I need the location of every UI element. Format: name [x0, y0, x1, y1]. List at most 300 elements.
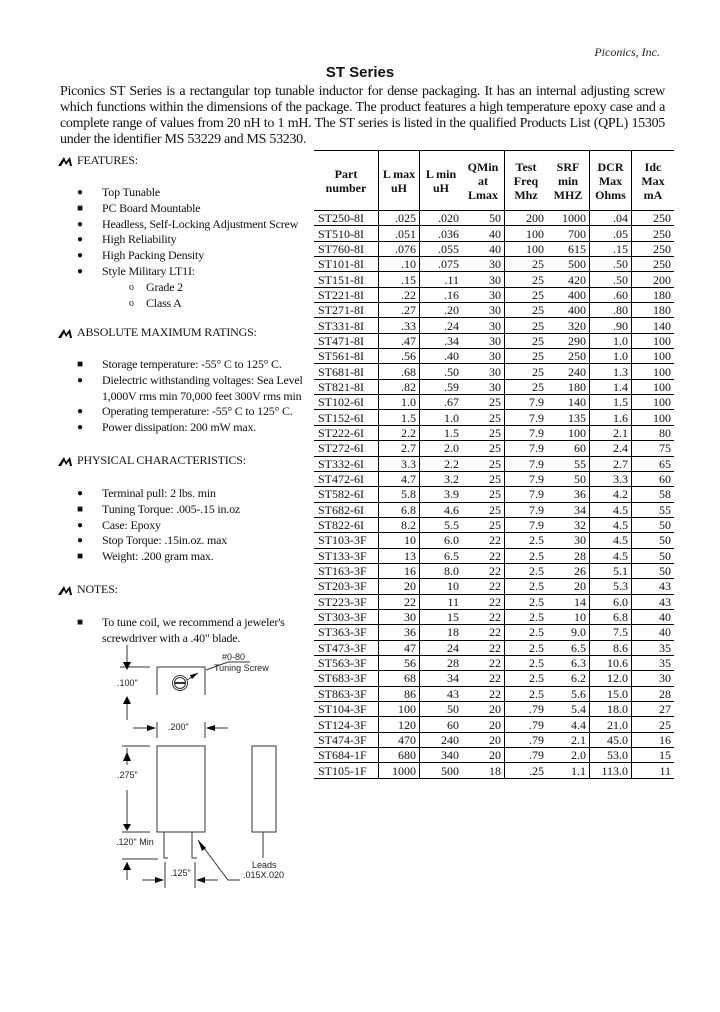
table-cell: 22 — [462, 563, 505, 578]
table-cell: 22 — [462, 671, 505, 686]
list-item: o Grade 2 — [129, 279, 183, 294]
table-cell: 140 — [632, 318, 675, 333]
table-header-row — [314, 151, 674, 211]
table-cell: 6.5 — [420, 548, 463, 563]
part-number-cell: ST133-3F — [314, 548, 379, 563]
part-number-cell: ST821-8I — [314, 379, 379, 394]
table-cell: .34 — [420, 333, 463, 348]
table-row — [314, 625, 674, 640]
table-cell: 25 — [462, 456, 505, 471]
table-cell: .59 — [420, 379, 463, 394]
table-cell: 40 — [632, 625, 675, 640]
table-cell: 1.5 — [590, 395, 632, 410]
table-cell: 60 — [420, 717, 463, 732]
table-cell: 4.5 — [590, 548, 632, 563]
table-cell: .68 — [379, 364, 420, 379]
table-cell: 1.0 — [590, 333, 632, 348]
list-item: ● High Reliability — [77, 232, 177, 247]
table-cell: .10 — [379, 257, 420, 272]
table-cell: 30 — [462, 287, 505, 302]
table-cell: 34 — [547, 502, 590, 517]
table-row — [314, 226, 674, 241]
table-cell: 28 — [632, 686, 675, 701]
table-cell: 1.5 — [420, 425, 463, 440]
table-cell: 50 — [632, 517, 675, 532]
table-cell: 1.6 — [590, 410, 632, 425]
list-item: ● Terminal pull: 2 lbs. min — [77, 486, 216, 500]
table-row — [314, 456, 674, 471]
table-cell: 50 — [420, 702, 463, 717]
col-l-max: L max uH — [379, 151, 420, 211]
table-cell: 100 — [632, 333, 675, 348]
table-cell: 3.2 — [420, 471, 463, 486]
table-cell: 20 — [462, 732, 505, 747]
table-cell: 100 — [632, 364, 675, 379]
table-cell: 36 — [547, 487, 590, 502]
table-cell: 25 — [505, 257, 548, 272]
table-cell: 100 — [632, 349, 675, 364]
notes-heading: NOTES: — [58, 582, 308, 597]
part-number-cell: ST272-6I — [314, 441, 379, 456]
table-cell: 30 — [462, 379, 505, 394]
table-cell: .79 — [505, 748, 548, 763]
table-cell: 25 — [505, 379, 548, 394]
table-cell: 7.5 — [590, 625, 632, 640]
leads-size-label: .015X.020 — [243, 870, 285, 880]
table-cell: 5.1 — [590, 563, 632, 578]
table-cell: .79 — [505, 732, 548, 747]
table-row — [314, 609, 674, 624]
table-cell: 30 — [462, 318, 505, 333]
table-cell: 2.1 — [547, 732, 590, 747]
table-row — [314, 364, 674, 379]
part-number-cell: ST681-8I — [314, 364, 379, 379]
table-cell: .33 — [379, 318, 420, 333]
table-cell: 10 — [379, 533, 420, 548]
table-cell: 6.8 — [590, 609, 632, 624]
table-cell: .16 — [420, 287, 463, 302]
table-cell: 2.7 — [590, 456, 632, 471]
table-cell: 50 — [547, 471, 590, 486]
table-cell: 34 — [420, 671, 463, 686]
physical-heading: PHYSICAL CHARACTERISTICS: — [58, 453, 308, 468]
list-item: ■ Weight: .200 gram max. — [77, 549, 214, 564]
table-cell: 140 — [547, 395, 590, 410]
table-cell: .04 — [590, 211, 632, 226]
table-cell: 80 — [632, 425, 675, 440]
part-number-cell: ST682-6I — [314, 502, 379, 517]
features-list — [58, 185, 308, 280]
table-row — [314, 395, 674, 410]
table-cell: 30 — [379, 609, 420, 624]
table-cell: 2.4 — [590, 441, 632, 456]
part-number-cell: ST303-3F — [314, 609, 379, 624]
table-cell: 55 — [547, 456, 590, 471]
table-cell: .50 — [590, 272, 632, 287]
part-number-cell: ST222-6I — [314, 425, 379, 440]
table-cell: 56 — [379, 655, 420, 670]
table-row — [314, 487, 674, 502]
table-cell: 16 — [379, 563, 420, 578]
table-cell: .036 — [420, 226, 463, 241]
list-item: ● Operating temperature: -55° C to 125° C. — [77, 404, 293, 419]
table-cell: 8.0 — [420, 563, 463, 578]
table-cell: .15 — [590, 241, 632, 256]
table-cell: 22 — [462, 655, 505, 670]
part-number-cell: ST683-3F — [314, 671, 379, 686]
table-cell: 5.8 — [379, 487, 420, 502]
table-cell: 5.3 — [590, 579, 632, 594]
features-heading: FEATURES: — [58, 153, 308, 168]
table-cell: 1.3 — [590, 364, 632, 379]
table-cell: 25 — [462, 410, 505, 425]
table-cell: 2.5 — [505, 579, 548, 594]
table-cell: 500 — [547, 257, 590, 272]
table-row — [314, 732, 674, 747]
table-row — [314, 763, 674, 778]
list-item: ■ Storage temperature: -55° C to 125° C. — [77, 357, 282, 371]
table-cell: 2.5 — [505, 625, 548, 640]
table-cell: 22 — [462, 579, 505, 594]
table-cell: .90 — [590, 318, 632, 333]
part-number-cell: ST163-3F — [314, 563, 379, 578]
table-cell: .67 — [420, 395, 463, 410]
table-cell: 400 — [547, 287, 590, 302]
table-cell: 4.5 — [590, 533, 632, 548]
table-cell: 30 — [462, 349, 505, 364]
table-cell: 2.0 — [420, 441, 463, 456]
table-cell: 4.5 — [590, 502, 632, 517]
table-cell: 15.0 — [590, 686, 632, 701]
table-cell: 20 — [462, 702, 505, 717]
table-row — [314, 333, 674, 348]
table-cell: 420 — [547, 272, 590, 287]
table-cell: 22 — [379, 594, 420, 609]
table-cell: 15 — [632, 748, 675, 763]
table-cell: 22 — [462, 594, 505, 609]
physical-section — [58, 453, 308, 565]
table-cell: 65 — [632, 456, 675, 471]
table-cell: 100 — [505, 241, 548, 256]
table-cell: 1.5 — [379, 410, 420, 425]
table-cell: 15 — [420, 609, 463, 624]
table-cell: 13 — [379, 548, 420, 563]
table-cell: 100 — [547, 425, 590, 440]
table-row — [314, 211, 674, 226]
table-cell: 7.9 — [505, 517, 548, 532]
table-cell: 240 — [420, 732, 463, 747]
table-row — [314, 702, 674, 717]
dim-lead-spacing-label: .125" — [170, 868, 191, 878]
table-cell: 3.9 — [420, 487, 463, 502]
part-number-cell: ST473-3F — [314, 640, 379, 655]
table-cell: 1000 — [379, 763, 420, 778]
arrow-icon — [58, 456, 76, 466]
table-cell: .27 — [379, 303, 420, 318]
table-cell: 16 — [632, 732, 675, 747]
list-item: ■ To tune coil, we recommend a jeweler's screwdriver with a .40" blade. — [77, 615, 285, 645]
table-cell: 40 — [632, 609, 675, 624]
table-cell: 113.0 — [590, 763, 632, 778]
page-title: ST Series — [325, 64, 395, 81]
part-number-cell: ST124-3F — [314, 717, 379, 732]
table-cell: 25 — [462, 395, 505, 410]
table-cell: 700 — [547, 226, 590, 241]
table-cell: 615 — [547, 241, 590, 256]
table-cell: 4.6 — [420, 502, 463, 517]
part-number-cell: ST105-1F — [314, 763, 379, 778]
notes-section — [58, 582, 308, 647]
company-name: Piconics, Inc. — [594, 45, 660, 59]
features-section — [58, 153, 308, 311]
tuning-screw-label: Tuning Screw — [214, 663, 269, 673]
table-cell: 68 — [379, 671, 420, 686]
part-number-cell: ST563-3F — [314, 655, 379, 670]
table-cell: 40 — [462, 241, 505, 256]
part-number-cell: ST221-8I — [314, 287, 379, 302]
table-cell: 2.1 — [590, 425, 632, 440]
table-cell: 250 — [632, 241, 675, 256]
table-cell: 43 — [632, 579, 675, 594]
part-number-cell: ST510-8I — [314, 226, 379, 241]
table-row — [314, 349, 674, 364]
table-cell: .82 — [379, 379, 420, 394]
table-row — [314, 379, 674, 394]
table-cell: 22 — [462, 625, 505, 640]
table-cell: 47 — [379, 640, 420, 655]
table-cell: 25 — [505, 272, 548, 287]
table-cell: 7.9 — [505, 487, 548, 502]
table-cell: 25 — [505, 349, 548, 364]
table-cell: 120 — [379, 717, 420, 732]
table-row — [314, 410, 674, 425]
table-cell: 2.5 — [505, 548, 548, 563]
table-cell: 2.5 — [505, 563, 548, 578]
table-cell: 2.5 — [505, 671, 548, 686]
part-number-cell: ST822-6I — [314, 517, 379, 532]
part-number-cell: ST331-8I — [314, 318, 379, 333]
table-cell: 25 — [505, 303, 548, 318]
table-cell: 5.5 — [420, 517, 463, 532]
table-cell: 180 — [547, 379, 590, 394]
table-cell: .79 — [505, 702, 548, 717]
table-cell: 1.0 — [420, 410, 463, 425]
table-row — [314, 241, 674, 256]
table-row — [314, 533, 674, 548]
ratings-section — [58, 325, 308, 436]
table-row — [314, 748, 674, 763]
table-cell: 43 — [420, 686, 463, 701]
table-cell: 470 — [379, 732, 420, 747]
list-item: ● Power dissipation: 200 mW max. — [77, 420, 257, 435]
dim-height-label: .275" — [117, 770, 138, 780]
table-cell: 10 — [420, 579, 463, 594]
table-cell: 100 — [632, 379, 675, 394]
table-cell: 12.0 — [590, 671, 632, 686]
part-number-cell: ST474-3F — [314, 732, 379, 747]
table-cell: .076 — [379, 241, 420, 256]
table-cell: 7.9 — [505, 425, 548, 440]
table-cell: 25 — [462, 502, 505, 517]
col-test-freq: Test Freq Mhz — [505, 151, 548, 211]
table-cell: 25 — [462, 441, 505, 456]
col-part-number: Part number — [314, 151, 379, 211]
col-idc: Idc Max mA — [632, 151, 675, 211]
table-cell: .80 — [590, 303, 632, 318]
table-cell: .05 — [590, 226, 632, 241]
part-number-cell: ST363-3F — [314, 625, 379, 640]
part-number-cell: ST151-8I — [314, 272, 379, 287]
leads-label: Leads — [252, 860, 277, 870]
table-cell: 43 — [632, 594, 675, 609]
screw-size-label: #0-80 — [222, 652, 246, 662]
table-cell: 18 — [420, 625, 463, 640]
table-cell: 7.9 — [505, 410, 548, 425]
table-cell: 200 — [632, 272, 675, 287]
table-cell: 50 — [632, 533, 675, 548]
table-cell: 22 — [462, 686, 505, 701]
table-cell: 75 — [632, 441, 675, 456]
table-cell: .56 — [379, 349, 420, 364]
table-cell: 6.5 — [547, 640, 590, 655]
table-cell: 2.5 — [505, 533, 548, 548]
table-cell: 40 — [462, 226, 505, 241]
table-cell: 36 — [379, 625, 420, 640]
table-cell: 30 — [462, 303, 505, 318]
table-cell: 135 — [547, 410, 590, 425]
table-cell: 18 — [462, 763, 505, 778]
table-cell: 25 — [505, 318, 548, 333]
table-cell: 1.0 — [379, 395, 420, 410]
table-cell: 1.1 — [547, 763, 590, 778]
dim-lead-length-label: .120" Min — [116, 837, 154, 847]
table-cell: 6.0 — [590, 594, 632, 609]
table-row — [314, 671, 674, 686]
part-number-cell: ST863-3F — [314, 686, 379, 701]
table-cell: 1.4 — [590, 379, 632, 394]
list-item: o Class A — [129, 295, 182, 310]
table-cell: 2.5 — [505, 655, 548, 670]
part-number-cell: ST104-3F — [314, 702, 379, 717]
table-cell: 4.2 — [590, 487, 632, 502]
table-cell: 25 — [505, 333, 548, 348]
table-cell: 25 — [505, 364, 548, 379]
table-cell: 22 — [462, 533, 505, 548]
table-cell: 4.4 — [547, 717, 590, 732]
table-cell: 50 — [632, 563, 675, 578]
list-item: ■ Tuning Torque: .005-.15 in.oz — [77, 501, 241, 516]
table-cell: 8.2 — [379, 517, 420, 532]
table-row — [314, 471, 674, 486]
table-cell: 25 — [462, 471, 505, 486]
table-row — [314, 425, 674, 440]
table-cell: 240 — [547, 364, 590, 379]
table-row — [314, 640, 674, 655]
table-cell: 320 — [547, 318, 590, 333]
table-cell: 18.0 — [590, 702, 632, 717]
part-number-cell: ST250-8I — [314, 211, 379, 226]
table-cell: .051 — [379, 226, 420, 241]
table-cell: 6.0 — [420, 533, 463, 548]
table-cell: 86 — [379, 686, 420, 701]
table-cell: 7.9 — [505, 395, 548, 410]
table-cell: .075 — [420, 257, 463, 272]
table-row — [314, 318, 674, 333]
table-row — [314, 272, 674, 287]
table-cell: 180 — [632, 287, 675, 302]
table-row — [314, 257, 674, 272]
table-cell: .79 — [505, 717, 548, 732]
spec-table — [314, 150, 674, 779]
table-cell: 2.5 — [505, 686, 548, 701]
table-cell: 6.2 — [547, 671, 590, 686]
table-cell: 10.6 — [590, 655, 632, 670]
part-number-cell: ST684-1F — [314, 748, 379, 763]
table-cell: 20 — [462, 717, 505, 732]
table-cell: 7.9 — [505, 441, 548, 456]
table-cell: 250 — [632, 211, 675, 226]
table-cell: 25 — [632, 717, 675, 732]
list-item: ● Stop Torque: .15in.oz. max — [77, 533, 228, 548]
list-item: ● High Packing Density — [77, 248, 204, 263]
table-cell: 6.3 — [547, 655, 590, 670]
table-cell: 60 — [547, 441, 590, 456]
part-number-cell: ST203-3F — [314, 579, 379, 594]
table-cell: 22 — [462, 640, 505, 655]
table-cell: 250 — [632, 226, 675, 241]
part-number-cell: ST102-6I — [314, 395, 379, 410]
table-cell: 2.2 — [379, 425, 420, 440]
part-number-cell: ST101-8I — [314, 257, 379, 272]
table-cell: 340 — [420, 748, 463, 763]
table-row — [314, 303, 674, 318]
table-cell: 200 — [505, 211, 548, 226]
intro-paragraph: Piconics ST Series is a rectangular top tunable inductor for dense packaging. It has an internal adjusting screw which functions within the dimensions of the package. The product features a high temperature epoxy case and a complete range of values from 20 nH to 1 mH. The ST series is listed in the qualified Products List (QPL) 15305 under the identifier MS 53229 and MS 53230. — [60, 84, 665, 147]
col-qmin: QMin at Lmax — [462, 151, 505, 211]
part-number-cell: ST472-6I — [314, 471, 379, 486]
ratings-list — [58, 357, 308, 436]
table-cell: 250 — [547, 349, 590, 364]
table-cell: .24 — [420, 318, 463, 333]
table-cell: 5.4 — [547, 702, 590, 717]
table-cell: 500 — [420, 763, 463, 778]
table-cell: 1000 — [547, 211, 590, 226]
table-cell: 14 — [547, 594, 590, 609]
table-cell: 9.0 — [547, 625, 590, 640]
table-cell: 25 — [462, 517, 505, 532]
table-cell: 22 — [462, 548, 505, 563]
table-cell: 45.0 — [590, 732, 632, 747]
table-cell: 30 — [462, 364, 505, 379]
table-cell: 30 — [547, 533, 590, 548]
table-cell: 27 — [632, 702, 675, 717]
part-number-cell: ST760-8I — [314, 241, 379, 256]
table-row — [314, 717, 674, 732]
table-cell: 20 — [547, 579, 590, 594]
table-cell: 10 — [547, 609, 590, 624]
table-cell: 3.3 — [379, 456, 420, 471]
table-cell: 53.0 — [590, 748, 632, 763]
table-cell: 2.5 — [505, 640, 548, 655]
table-cell: 28 — [420, 655, 463, 670]
table-cell: 11 — [632, 763, 675, 778]
table-cell: .15 — [379, 272, 420, 287]
physical-list — [58, 486, 308, 565]
ratings-heading: ABSOLUTE MAXIMUM RATINGS: — [58, 325, 308, 340]
table-cell: 11 — [420, 594, 463, 609]
table-cell: 100 — [632, 395, 675, 410]
table-cell: 55 — [632, 502, 675, 517]
